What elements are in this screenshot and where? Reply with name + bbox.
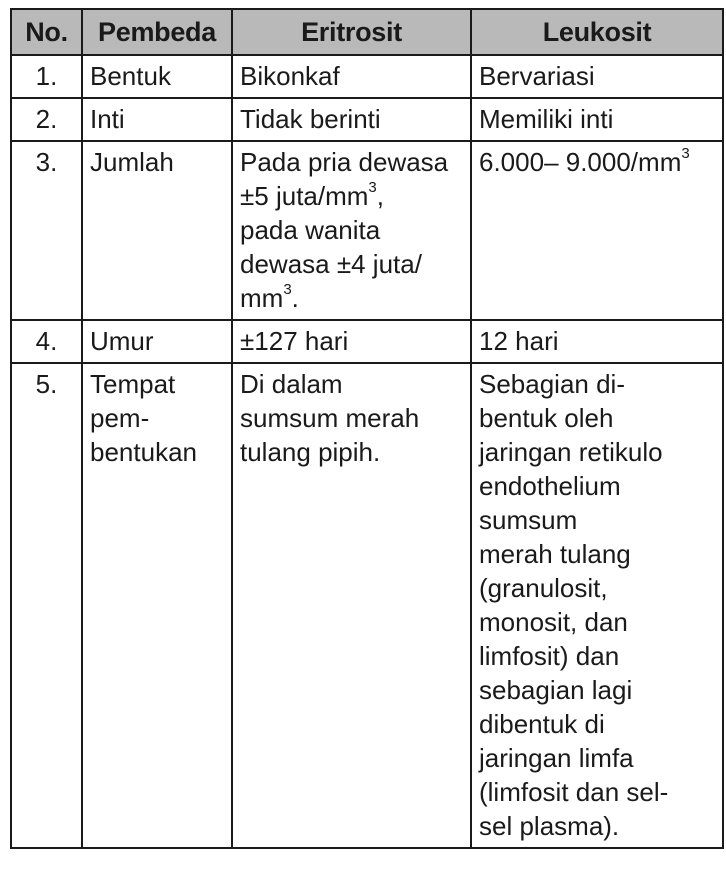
cell-line [240, 179, 464, 213]
superscript: 3 [681, 145, 690, 162]
cell-line: (granulosit, [479, 573, 608, 603]
cell-line: monosit, dan [479, 607, 628, 637]
cell-line: dibentuk di [479, 709, 605, 739]
cell-line: ±127 hari [240, 326, 349, 356]
cell-line: tulang pipih. [240, 437, 381, 467]
cell-line: Di dalam [240, 369, 343, 399]
row-number: 1. [11, 55, 82, 98]
table-header-row [11, 9, 723, 55]
superscript: 3 [283, 281, 292, 298]
cell-line: Memiliki inti [479, 104, 614, 134]
cell-text: 6.000– 9.000/mm [479, 147, 682, 177]
cell-line: sumsum merah [240, 403, 420, 433]
row-number: 5. [11, 363, 82, 848]
cell-leukosit [471, 320, 723, 363]
cell-eritrosit [232, 98, 471, 141]
cell-line: jaringan retikulo [479, 437, 663, 467]
cell-leukosit [471, 363, 723, 848]
cell-line: (limfosit dan sel- [479, 777, 669, 807]
cell-eritrosit [232, 55, 471, 98]
row-number: 4. [11, 320, 82, 363]
cell-line: bentuk oleh [479, 403, 614, 433]
cell-line: Inti [90, 104, 125, 134]
cell-pembeda [82, 363, 232, 848]
cell-line: endothelium [479, 471, 621, 501]
cell-pembeda [82, 320, 232, 363]
cell-line: Bentuk [90, 61, 171, 91]
table-row [11, 363, 723, 848]
cell-line: pada wanita [240, 215, 381, 245]
superscript: 3 [368, 179, 377, 196]
cell-line: dewasa ±4 juta/ [240, 249, 422, 279]
cell-text: . [291, 283, 299, 313]
cell-line: sebagian lagi [479, 675, 633, 705]
cell-eritrosit [232, 320, 471, 363]
cell-text: , [376, 181, 384, 211]
cell-line: Tidak berinti [240, 104, 381, 134]
cell-line: bentukan [90, 437, 197, 467]
cell-leukosit [471, 98, 723, 141]
table-row [11, 141, 723, 320]
cell-line: sel plasma). [479, 811, 620, 841]
eritrosit-leukosit-comparison-table [10, 8, 724, 849]
cell-line: jaringan limfa [479, 743, 634, 773]
cell-pembeda [82, 98, 232, 141]
cell-eritrosit [232, 363, 471, 848]
table-row [11, 55, 723, 98]
header-no: No. [11, 9, 82, 55]
row-number: 3. [11, 141, 82, 320]
row-number: 2. [11, 98, 82, 141]
cell-line: Sebagian di- [479, 369, 625, 399]
table-row [11, 320, 723, 363]
cell-line: Jumlah [90, 147, 174, 177]
cell-text: ±5 juta/mm [240, 181, 369, 211]
comparison-table-container [10, 8, 722, 849]
cell-pembeda [82, 55, 232, 98]
cell-eritrosit [232, 141, 471, 320]
header-pembeda: Pembeda [82, 9, 232, 55]
cell-line [240, 281, 464, 315]
cell-line: limfosit) dan [479, 641, 620, 671]
cell-leukosit [471, 141, 723, 320]
cell-line: merah tulang [479, 539, 631, 569]
table-row [11, 98, 723, 141]
cell-line: sumsum [479, 505, 578, 535]
cell-line [479, 145, 716, 179]
cell-line: Tempat [90, 369, 176, 399]
cell-line: Bikonkaf [240, 61, 340, 91]
cell-leukosit [471, 55, 723, 98]
header-eritrosit: Eritrosit [232, 9, 471, 55]
cell-pembeda [82, 141, 232, 320]
cell-line: pem- [90, 403, 150, 433]
header-leukosit: Leukosit [471, 9, 723, 55]
cell-line: 12 hari [479, 326, 559, 356]
cell-line: Umur [90, 326, 154, 356]
cell-line: Bervariasi [479, 61, 595, 91]
cell-text: mm [240, 283, 284, 313]
cell-line: Pada pria dewasa [240, 147, 449, 177]
